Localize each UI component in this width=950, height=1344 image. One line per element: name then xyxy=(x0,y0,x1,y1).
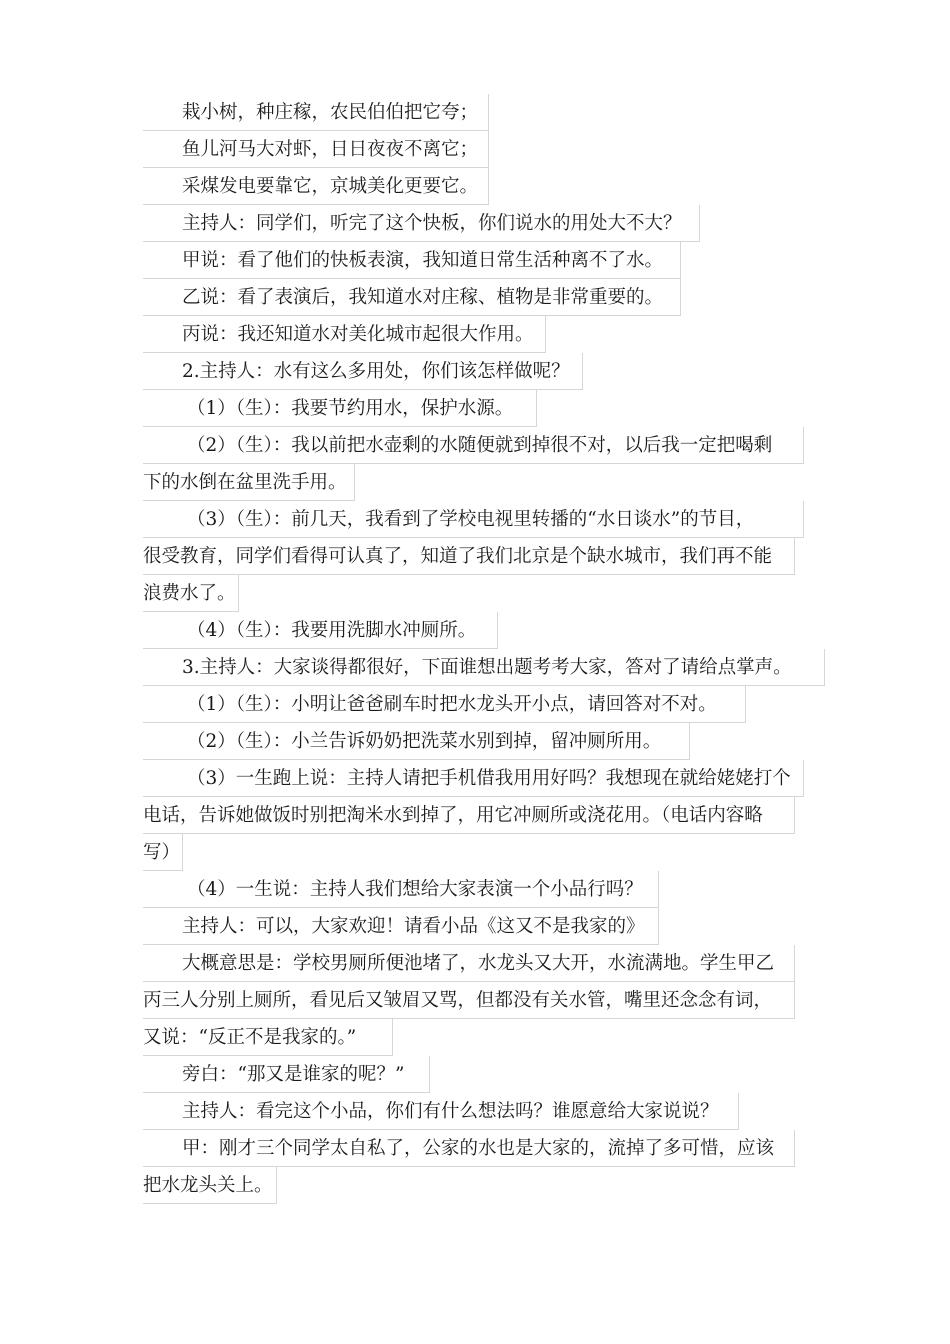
text-line: 丙说：我还知道水对美化城市起很大作用。 xyxy=(143,316,546,353)
text-line: 乙说：看了表演后，我知道水对庄稼、植物是非常重要的。 xyxy=(143,279,681,316)
text-line: 浪费水了。 xyxy=(143,575,239,612)
text-line: （4）一生说：主持人我们想给大家表演一个小品行吗？ xyxy=(143,871,659,908)
text-line: 把水龙头关上。 xyxy=(143,1167,277,1204)
text-line: 大概意思是：学校男厕所便池堵了，水龙头又大开，水流满地。学生甲乙 xyxy=(143,945,795,982)
text-line: 旁白：“那又是谁家的呢？” xyxy=(143,1056,430,1093)
text-line: 采煤发电要靠它，京城美化更要它。 xyxy=(143,168,489,205)
text-line: 很受教育，同学们看得可认真了，知道了我们北京是个缺水城市，我们再不能 xyxy=(143,538,795,575)
text-line: 电话，告诉她做饭时别把淘米水到掉了，用它冲厕所或浇花用。（电话内容略 xyxy=(143,797,795,834)
text-line: 写） xyxy=(143,834,183,871)
text-line: （3）（生）：前几天，我看到了学校电视里转播的“水日谈水”的节目， xyxy=(143,501,804,538)
text-line: 主持人：看完这个小品，你们有什么想法吗？谁愿意给大家说说？ xyxy=(143,1093,739,1130)
text-line: （1）（生）：我要节约用水，保护水源。 xyxy=(143,390,537,427)
text-line: 鱼儿河马大对虾，日日夜夜不离它； xyxy=(143,131,489,168)
text-line: （3）一生跑上说：主持人请把手机借我用用好吗？我想现在就给姥姥打个 xyxy=(143,760,804,797)
text-line: 又说：“反正不是我家的。” xyxy=(143,1019,393,1056)
text-line: 2.主持人：水有这么多用处，你们该怎样做呢？ xyxy=(143,353,583,390)
text-line: 3.主持人：大家谈得都很好，下面谁想出题考考大家，答对了请给点掌声。 xyxy=(143,649,825,686)
text-line: 丙三人分别上厕所，看见后又皱眉又骂，但都没有关水管，嘴里还念念有词， xyxy=(143,982,795,1019)
text-line: 主持人：同学们，听完了这个快板，你们说水的用处大不大？ xyxy=(143,205,700,242)
text-line: （1）（生）：小明让爸爸刷车时把水龙头开小点，请回答对不对。 xyxy=(143,686,746,723)
text-line: （4）（生）：我要用洗脚水冲厕所。 xyxy=(143,612,498,649)
text-line: 甲说：看了他们的快板表演，我知道日常生活种离不了水。 xyxy=(143,242,681,279)
text-line: 下的水倒在盆里洗手用。 xyxy=(143,464,355,501)
text-line: （2）（生）：小兰告诉奶奶把洗菜水别到掉，留冲厕所用。 xyxy=(143,723,690,760)
text-line: （2）（生）：我以前把水壶剩的水随便就到掉很不对，以后我一定把喝剩 xyxy=(143,427,804,464)
text-line: 栽小树，种庄稼，农民伯伯把它夸； xyxy=(143,94,489,131)
text-line: 主持人：可以，大家欢迎！请看小品《这又不是我家的》 xyxy=(143,908,659,945)
text-line: 甲：刚才三个同学太自私了，公家的水也是大家的，流掉了多可惜，应该 xyxy=(143,1130,795,1167)
